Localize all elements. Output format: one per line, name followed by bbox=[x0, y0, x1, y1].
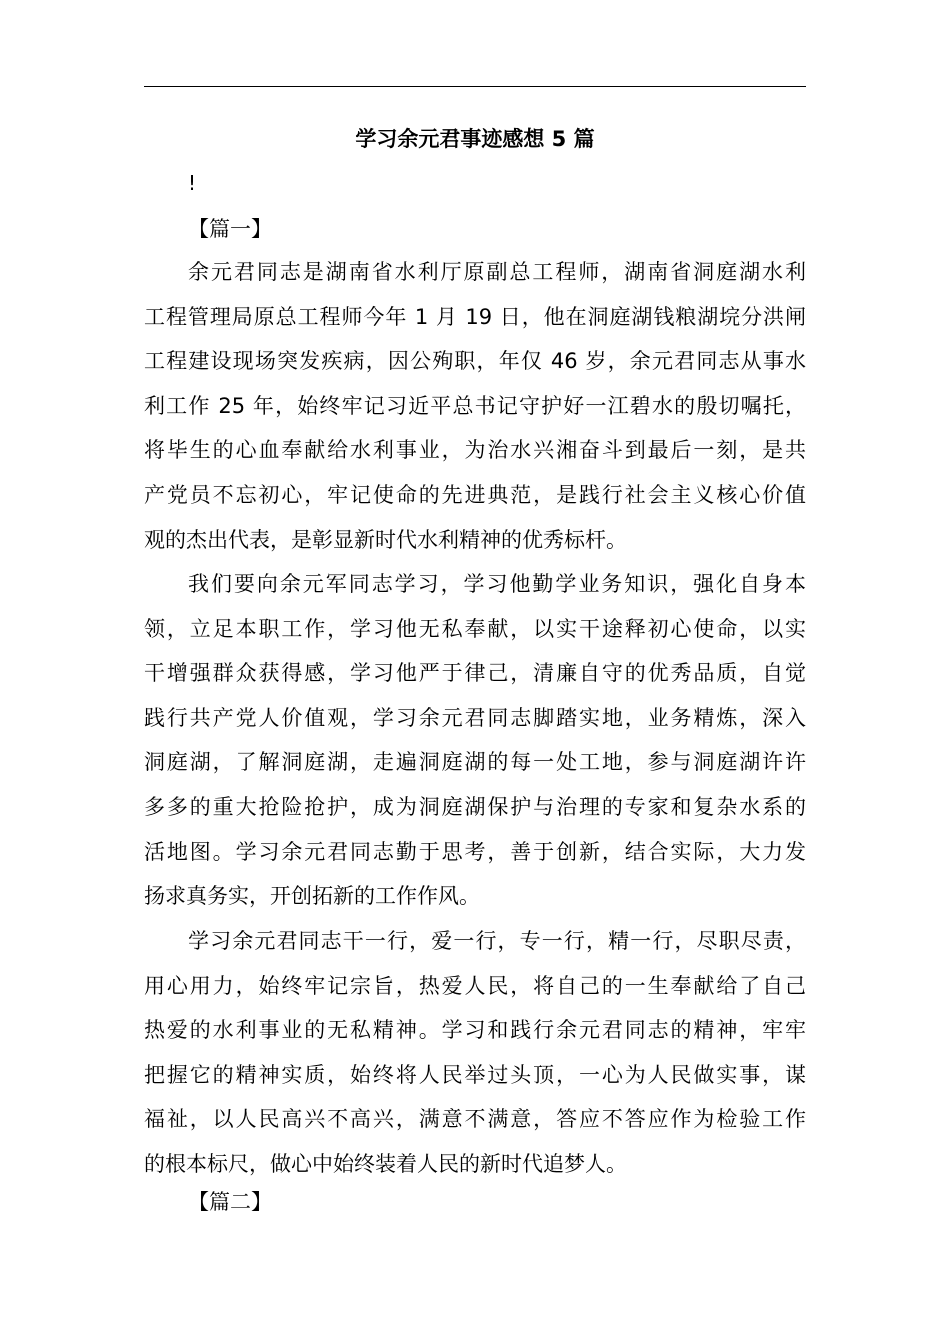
paragraph-line: 工程建设现场突发疾病，因公殉职，年仅 46 岁，余元君同志从事水 bbox=[144, 349, 806, 374]
paragraph-line: 观的杰出代表，是彰显新时代水利精神的优秀标杆。 bbox=[144, 527, 627, 552]
document-title: 学习余元君事迹感想 5 篇 bbox=[355, 127, 595, 151]
paragraph-2 bbox=[144, 562, 806, 919]
paragraph-line: 扬求真务实，开创拓新的工作作风。 bbox=[144, 884, 480, 909]
paragraph-line: 的根本标尺，做心中始终装着人民的新时代追梦人。 bbox=[144, 1151, 627, 1176]
paragraph-line: 热爱的水利事业的无私精神。学习和践行余元君同志的精神，牢牢 bbox=[144, 1018, 806, 1043]
paragraph-line: 工程管理局原总工程师今年 1 月 19 日，他在洞庭湖钱粮湖垸分洪闸 bbox=[144, 304, 806, 329]
paragraph-line: 将毕生的心血奉献给水利事业，为治水兴湘奋斗到最后一刻，是共 bbox=[144, 438, 806, 463]
paragraph-line: 干增强群众获得感，学习他严于律己，清廉自守的优秀品质，自觉 bbox=[144, 661, 806, 686]
paragraph-line: 学习余元君同志干一行，爱一行，专一行，精一行，尽职尽责， bbox=[188, 929, 806, 953]
paragraph-line: 利工作 25 年，始终牢记习近平总书记守护好一江碧水的殷切嘱托， bbox=[144, 393, 806, 418]
paragraph-line: 践行共产党人价值观，学习余元君同志脚踏实地，业务精炼，深入 bbox=[144, 705, 806, 730]
paragraph-3 bbox=[144, 919, 806, 1187]
stray-mark: ! bbox=[188, 171, 197, 195]
header-rule bbox=[144, 86, 806, 87]
paragraph-line: 福祉，以人民高兴不高兴，满意不满意，答应不答应作为检验工作 bbox=[144, 1107, 806, 1132]
section-heading-1: 【篇一】 bbox=[188, 217, 272, 241]
paragraph-line: 用心用力，始终牢记宗旨，热爱人民，将自己的一生奉献给了自己 bbox=[144, 973, 806, 998]
paragraph-line: 活地图。学习余元君同志勤于思考，善于创新，结合实际，大力发 bbox=[144, 839, 806, 864]
paragraph-line: 我们要向余元军同志学习，学习他勤学业务知识，强化自身本 bbox=[188, 572, 806, 596]
paragraph-line: 多多的重大抢险抢护，成为洞庭湖保护与治理的专家和复杂水系的 bbox=[144, 794, 806, 819]
paragraph-line: 洞庭湖，了解洞庭湖，走遍洞庭湖的每一处工地，参与洞庭湖许许 bbox=[144, 750, 806, 775]
paragraph-line: 余元君同志是湖南省水利厅原副总工程师，湖南省洞庭湖水利 bbox=[188, 260, 806, 284]
section-heading-2: 【篇二】 bbox=[188, 1190, 272, 1214]
paragraph-1 bbox=[144, 250, 806, 562]
paragraph-line: 领，立足本职工作，学习他无私奉献，以实干途释初心使命，以实 bbox=[144, 616, 806, 641]
paragraph-line: 产党员不忘初心，牢记使命的先进典范，是践行社会主义核心价值 bbox=[144, 482, 806, 507]
paragraph-line: 把握它的精神实质，始终将人民举过头顶，一心为人民做实事，谋 bbox=[144, 1062, 806, 1087]
